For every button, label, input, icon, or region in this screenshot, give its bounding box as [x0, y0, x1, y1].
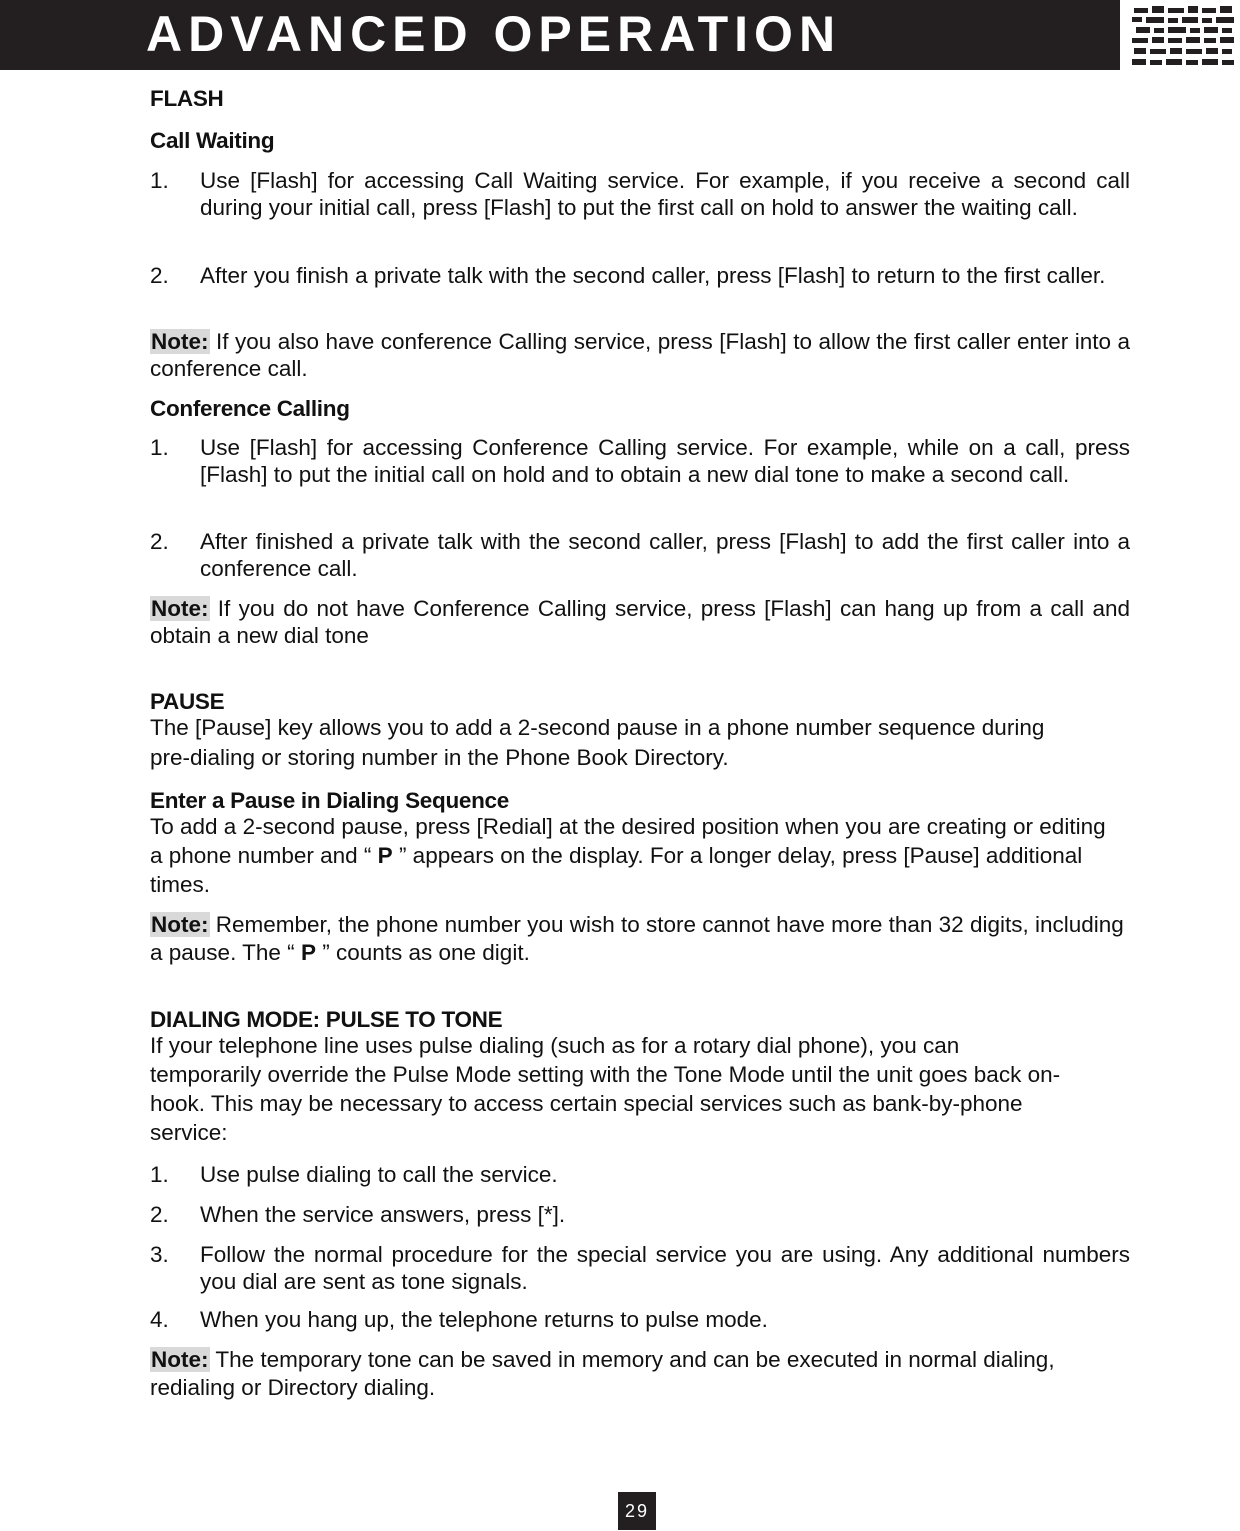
pause-body [150, 812, 1110, 899]
note-label: Note: [151, 912, 209, 937]
note-pause [150, 911, 1130, 967]
list-item [150, 434, 1130, 488]
subheading-conference-calling: Conference Calling [150, 396, 350, 421]
list-text: After you finish a private talk with the second caller, press [Flash] to return to the first caller. [200, 263, 1106, 288]
note-text: If you do not have Conference Calling service, press [Flash] can hang up from a call and obtain a new dial tone [150, 596, 1130, 648]
pause-symbol: P [300, 940, 316, 965]
list-number: 3. [150, 1242, 169, 1267]
list-number: 1. [150, 1162, 169, 1187]
list-number: 2. [150, 263, 169, 288]
list-text: After finished a private talk with the second caller, press [Flash] to add the first caller into a conference call. [200, 529, 1130, 581]
list-item [150, 1201, 1130, 1228]
page-title: ADVANCED OPERATION [146, 6, 842, 62]
section-heading-flash: FLASH [150, 86, 224, 111]
note-dialing [150, 1346, 1090, 1402]
list-number: 4. [150, 1307, 169, 1332]
list-item [150, 1306, 1130, 1333]
list-text: When the service answers, press [*]. [200, 1202, 566, 1227]
section-heading-pause: PAUSE [150, 689, 225, 714]
note-label: Note: [151, 1347, 209, 1372]
list-item [150, 1241, 1130, 1295]
list-number: 1. [150, 435, 169, 460]
note-label: Note: [151, 596, 209, 621]
note-text-end: ” counts as one digit. [315, 940, 530, 965]
list-text: Follow the normal procedure for the special service you are using. Any additional numbers you dial are sent as tone signals. [200, 1242, 1130, 1294]
list-text: Use [Flash] for accessing Call Waiting service. For example, if you receive a second call during your initial call, press [Flash] to put the first call on hold to answer the waiting call. [200, 168, 1130, 220]
page-number: 29 [618, 1492, 656, 1530]
subheading-enter-pause: Enter a Pause in Dialing Sequence [150, 788, 509, 813]
list-number: 2. [150, 1202, 169, 1227]
dialing-intro: If your telephone line uses pulse dialing (such as for a rotary dial phone), you can temporarily override the Pulse Mode setting with the Tone Mode until the unit goes back on-hook. This may be necessary to access certain special services such as bank-by-phone service: [150, 1033, 1061, 1145]
pause-body-text: To add a 2-second pause, press [Redial] at the desired position when you are creating or editing a phone number and “ [150, 814, 1106, 868]
subheading-call-waiting: Call Waiting [150, 128, 275, 153]
brand-logo-icon [1130, 4, 1236, 70]
pause-symbol: P [377, 843, 393, 868]
section-heading-dialing-mode: DIALING MODE: PULSE TO TONE [150, 1007, 503, 1032]
list-item [150, 167, 1130, 221]
note-label: Note: [151, 329, 209, 354]
list-number: 1. [150, 168, 169, 193]
note-conference [150, 595, 1130, 649]
note-text: The temporary tone can be saved in memory and can be executed in normal dialing, redialing or Directory dialing. [150, 1347, 1055, 1400]
list-text: Use [Flash] for accessing Conference Calling service. For example, while on a call, press [Flash] to put the initial call on hold and to obtain a new dial tone to make a second call. [200, 435, 1130, 487]
note-text: Remember, the phone number you wish to store cannot have more than 32 digits, including a pause. The “ [150, 912, 1124, 965]
note-call-waiting [150, 328, 1130, 382]
list-text: When you hang up, the telephone returns to pulse mode. [200, 1307, 768, 1332]
list-item [150, 262, 1130, 289]
pause-body-text-end: ” appears on the display. For a longer delay, press [Pause] additional times. [150, 843, 1083, 897]
list-text: Use pulse dialing to call the service. [200, 1162, 558, 1187]
list-item [150, 1161, 1130, 1188]
note-text: If you also have conference Calling service, press [Flash] to allow the first caller enter into a conference call. [150, 329, 1130, 381]
list-item [150, 528, 1130, 582]
list-number: 2. [150, 529, 169, 554]
pause-intro: The [Pause] key allows you to add a 2-second pause in a phone number sequence during pre-dialing or storing number in the Phone Book Directory. [150, 715, 1045, 770]
